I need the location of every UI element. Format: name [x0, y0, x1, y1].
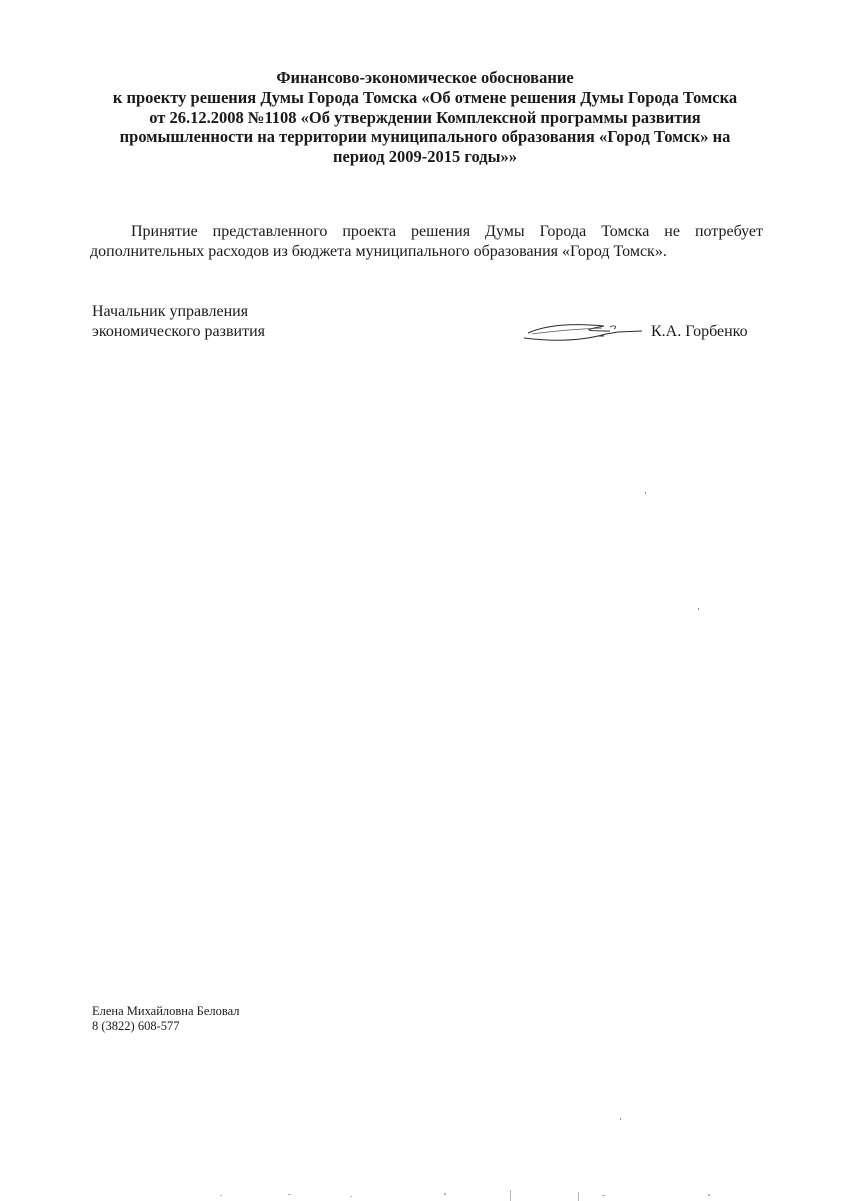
- scan-edge-artifact: [200, 1188, 740, 1201]
- title-line: к проекту решения Думы Города Томска «Об отмене решения Думы Города Томска: [112, 87, 738, 107]
- signatory-position: [92, 302, 265, 342]
- signatory-name: К.А. Горбенко: [651, 323, 748, 340]
- title-line: Финансово-экономическое обоснование: [276, 68, 574, 87]
- contact-block: [92, 1004, 240, 1034]
- scan-artifact: [645, 492, 646, 494]
- title-line: период 2009-2015 годы»»: [333, 147, 517, 167]
- signatory-position-line: экономического развития: [92, 323, 265, 340]
- scan-artifact: [620, 1118, 621, 1120]
- handwritten-signature: [518, 316, 644, 348]
- body-paragraph: Принятие представленного проекта решения Думы Города Томска не потребует дополнительных расходов из бюджета муниципального образования «Город Томск».: [90, 223, 763, 260]
- title-line: промышленности на территории муниципального образования «Город Томск» на: [119, 127, 731, 147]
- document-title: [80, 68, 770, 167]
- scan-artifact: [698, 608, 699, 610]
- contact-name: Елена Михайловна Беловал: [92, 1004, 240, 1018]
- title-line: от 26.12.2008 №1108 «Об утверждении Комплексной программы развития: [149, 107, 701, 127]
- signatory-position-line: Начальник управления: [92, 303, 249, 320]
- contact-phone: 8 (3822) 608-577: [92, 1019, 180, 1033]
